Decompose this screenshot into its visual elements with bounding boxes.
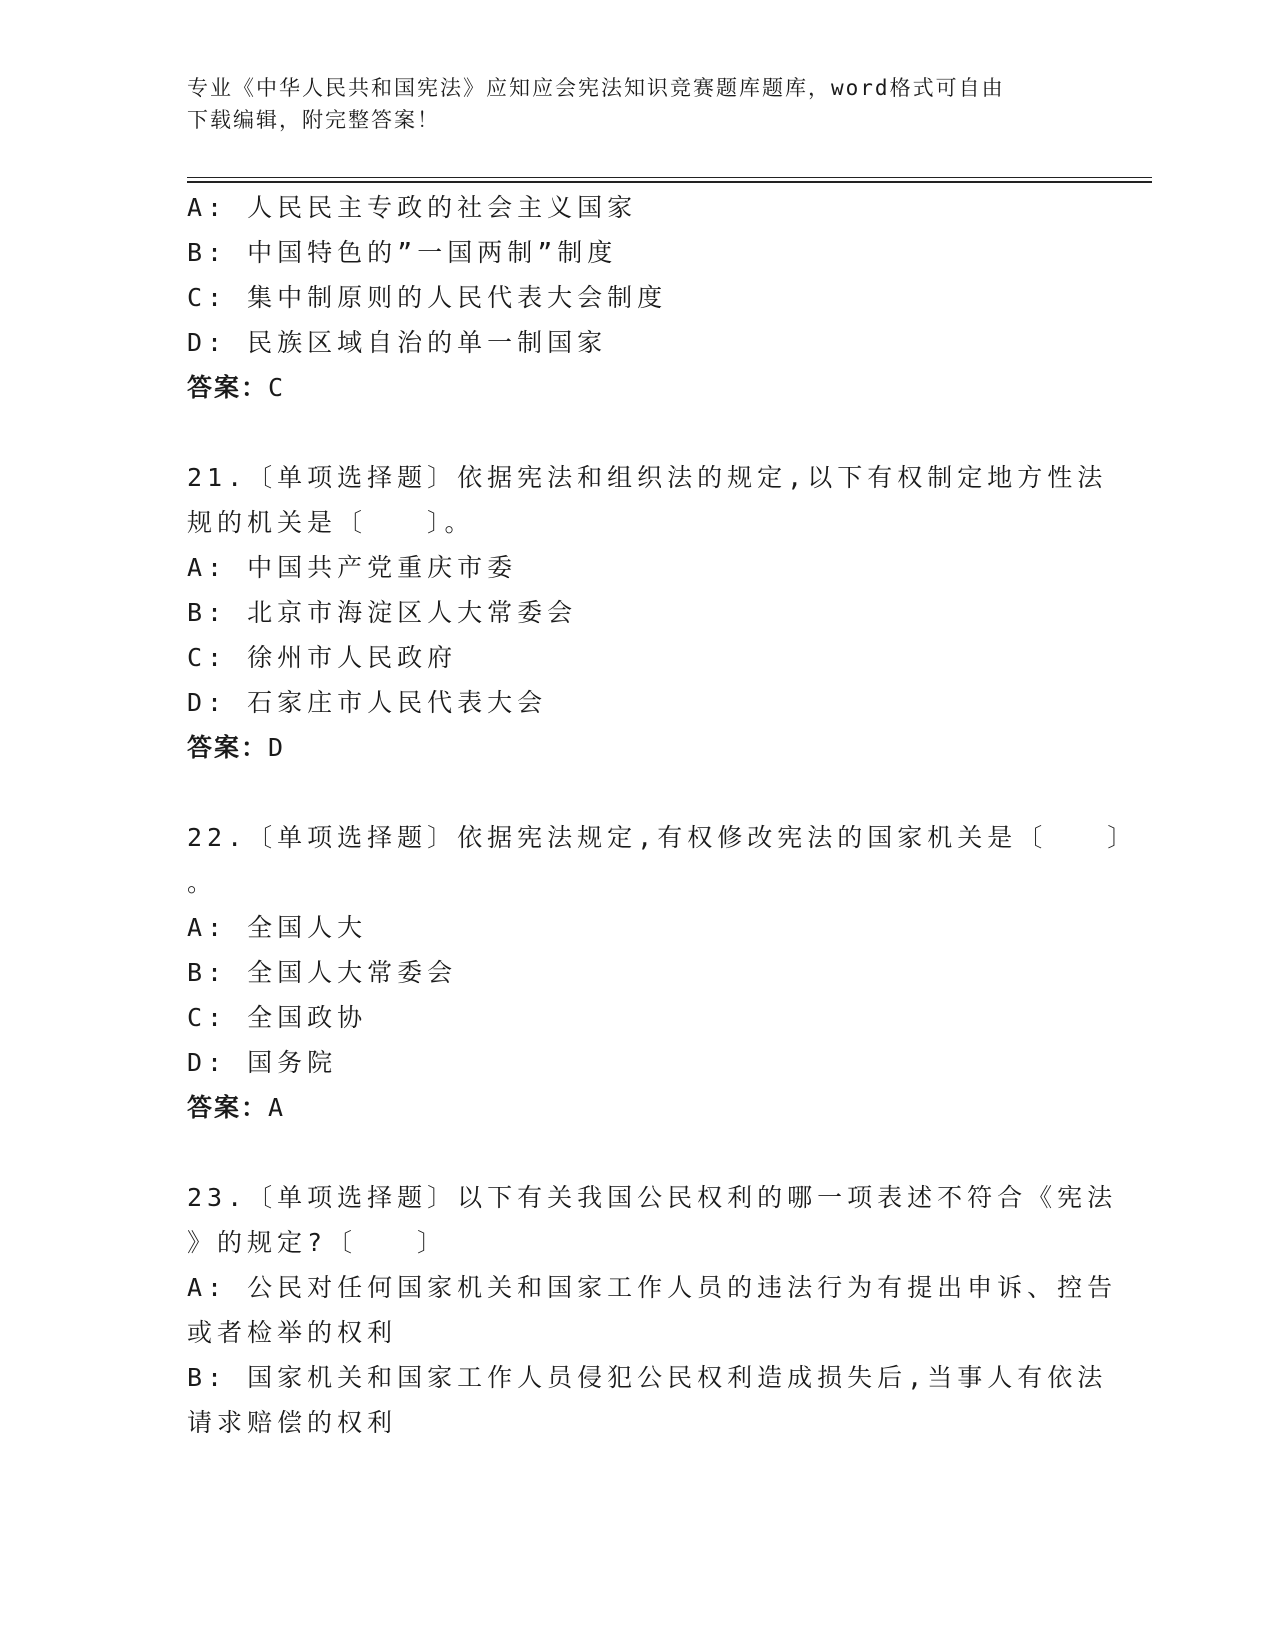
q23-option-a-line-1: A: 公民对任何国家机关和国家工作人员的违法行为有提出申诉、控告 (187, 1273, 1118, 1302)
answer-label: 答案： (187, 373, 269, 402)
header-divider-thin (187, 177, 1152, 178)
q22-option-b: B: 全国人大常委会 (187, 958, 458, 987)
answer-label: 答案： (187, 1093, 269, 1122)
answer-label: 答案： (187, 733, 269, 762)
q23-stem-line-1: 23.〔单项选择题〕以下有关我国公民权利的哪一项表述不符合《宪法 (187, 1183, 1118, 1212)
q23-option-b-line-1: B: 国家机关和国家工作人员侵犯公民权利造成损失后,当事人有依法 (187, 1363, 1108, 1392)
header-line-2: 下载编辑，附完整答案！ (187, 108, 440, 132)
q20-option-b: B: 中国特色的”一国两制”制度 (187, 238, 618, 267)
answer-value: C (268, 373, 286, 402)
q23-option-a-line-2: 或者检举的权利 (187, 1318, 398, 1347)
header-line-1: 专业《中华人民共和国宪法》应知应会宪法知识竞赛题库题库，word格式可自由 (187, 76, 1005, 100)
answer-value: D (268, 733, 286, 762)
q23-option-b-line-2: 请求赔偿的权利 (187, 1408, 398, 1437)
q20-option-d: D: 民族区域自治的单一制国家 (187, 328, 608, 357)
q20-answer (187, 373, 285, 403)
q20-option-a: A: 人民民主专政的社会主义国家 (187, 193, 638, 222)
header-divider-thick (187, 181, 1152, 183)
q22-option-c: C: 全国政协 (187, 1003, 368, 1032)
q21-option-c: C: 徐州市人民政府 (187, 643, 458, 672)
q21-stem-line-1: 21.〔单项选择题〕依据宪法和组织法的规定,以下有权制定地方性法 (187, 463, 1108, 492)
document-header (187, 72, 1067, 136)
q22-answer (187, 1093, 285, 1123)
q21-option-d: D: 石家庄市人民代表大会 (187, 688, 548, 717)
answer-value: A (268, 1093, 286, 1122)
q22-option-a: A: 全国人大 (187, 913, 368, 942)
q21-option-b: B: 北京市海淀区人大常委会 (187, 598, 578, 627)
q20-option-c: C: 集中制原则的人民代表大会制度 (187, 283, 668, 312)
q21-answer (187, 733, 285, 763)
q22-option-d: D: 国务院 (187, 1048, 338, 1077)
q21-stem-line-2: 规的机关是〔 〕。 (187, 508, 475, 537)
q22-stem-line-1: 22.〔单项选择题〕依据宪法规定,有权修改宪法的国家机关是〔 〕 (187, 823, 1138, 852)
q21-option-a: A: 中国共产党重庆市委 (187, 553, 518, 582)
q23-stem-line-2: 》的规定?〔 〕 (187, 1228, 448, 1257)
q22-stem-line-2: 。 (187, 868, 218, 897)
